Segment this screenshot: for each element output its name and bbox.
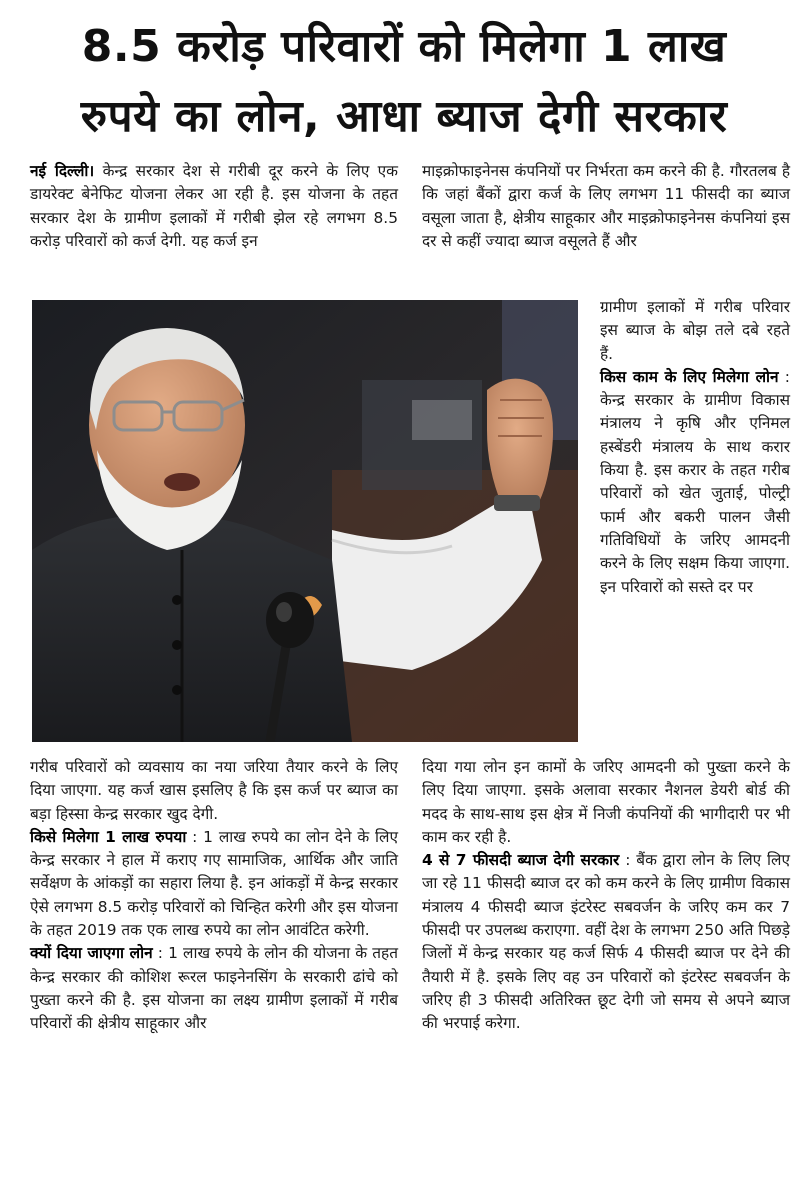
column-2-bottom-para-1: दिया गया लोन इन कामों के जरिए आमदनी को पुख्ता करने के लिए दिया जाएगा. इसके अलावा सरकार नैशनल डेयरी बोर्ड की मदद के साथ-साथ इस क्षेत्र में निजी कंपनियों की भागीदारी पर भी काम कर रही है. [422,758,790,846]
column-2-top [422,160,790,253]
why-loan-text: : 1 लाख रुपये के लोन की योजना के तहत केन्द्र सरकार की कोशिश रूरल फाइनेनसिंग के सरकारी ढांचे को पुख्ता करने की है. इस योजना का लक्ष्य ग्रामीण इलाकों में गरीब परिवारों की क्षेत्रीय साहूकार और [30,944,398,1033]
column-1-top [30,160,398,253]
headline-line-1: 8.5 करोड़ परिवारों को मिलेगा 1 लाख [81,21,727,72]
loan-purpose-text: : केन्द्र सरकार के ग्रामीण विकास मंत्रालय ने कृषि और एनिमल हस्बेंडरी मंत्रालय के साथ करार किया है. इस करार के तहत गरीब परिवारों को खेत जुताई, पोल्ट्री फार्म और बकरी पालन जैसी गतिविधियों के जरिए आमदनी करने के लिए सक्षम किया जाएगा. इन परिवारों को सस्ते दर पर [600,367,790,596]
article-photo [32,300,578,742]
headline-line-2: रुपये का लोन, आधा ब्याज देगी सरकार [80,91,728,142]
dateline: नई दिल्ली। [30,162,95,180]
subhead-why-loan: क्यों दिया जाएगा लोन [30,944,153,963]
speaker-photo-illustration [32,300,578,742]
intro-text: केन्द्र सरकार देश से गरीबी दूर करने के लिए एक डायरेक्ट बेनेफिट योजना लेकर आ रही है. इस योजना के तहत सरकार देश के ग्रामीण इलाकों में गरीबी झेल रहे लगभग 8.5 करोड़ परिवारों को कर्ज देगी. यह कर्ज इन [30,162,398,250]
subhead-who-gets-loan: किसे मिलेगा 1 लाख रुपया [30,827,187,846]
column-2-bottom [422,756,790,1036]
column-2-top-text: माइक्रोफाइनेनस कंपनियों पर निर्भरता कम करने की है. गौरतलब है कि जहां बैंकों द्वारा कर्ज के लिए लगभग 11 फीसदी का ब्याज वसूला जाता है, क्षेत्रीय साहूकार और माइक्रोफाइनेनस कंपनियां इस दर से कहीं ज्यादा ब्याज वसूलते हैं और [422,162,790,250]
subhead-interest-rate: 4 से 7 फीसदी ब्याज देगी सरकार [422,851,620,870]
column-2-beside-photo [600,296,790,599]
beside-photo-text: ग्रामीण इलाकों में गरीब परिवार इस ब्याज के बोझ तले दबे रहते हैं. [600,298,790,363]
interest-rate-text: : बैंक द्वारा लोन के लिए लिए जा रहे 11 फीसदी ब्याज दर को कम करने के लिए ग्रामीण विकास मंत्रालय 4 फीसदी ब्याज इंटरेस्ट सबवर्जन के जरिए कम कर 7 फीसदी पर उपलब्ध कराएगा. वहीं देश के लगभग 250 अति पिछड़े जिलों में केन्द्र सरकार यह कर्ज सिर्फ 4 फीसदी ब्याज पर देने की तैयारी में है. इसके लिए वह उन परिवारों को इंटरेस्ट सबवर्जन के जरिए ही 3 फीसदी अतिरिक्त छूट देगी जो समय से अपने ब्याज की भरपाई करेगा. [422,851,790,1033]
column-1-bottom [30,756,398,1036]
subhead-loan-purpose: किस काम के लिए मिलेगा लोन [600,367,779,386]
column-1-bottom-para-1: गरीब परिवारों को व्यवसाय का नया जरिया तैयार करने के लिए दिया जाएगा. यह कर्ज खास इसलिए है कि इस कर्ज पर ब्याज का बड़ा हिस्सा केन्द्र सरकार खुद देगी. [30,758,398,823]
who-gets-loan-text: : 1 लाख रुपये का लोन देने के लिए केन्द्र सरकार ने हाल में कराए गए सामाजिक, आर्थिक और जाति सर्वेक्षण के आंकड़ों का सहारा लिया है. इन आंकड़ों में केन्द्र सरकार ऐसे लगभग 8.5 करोड़ परिवारों को चिन्हित करेगी और इस योजना के तहत 2019 तक एक लाख रुपये का लोन आवंटित करेगी. [30,827,398,940]
